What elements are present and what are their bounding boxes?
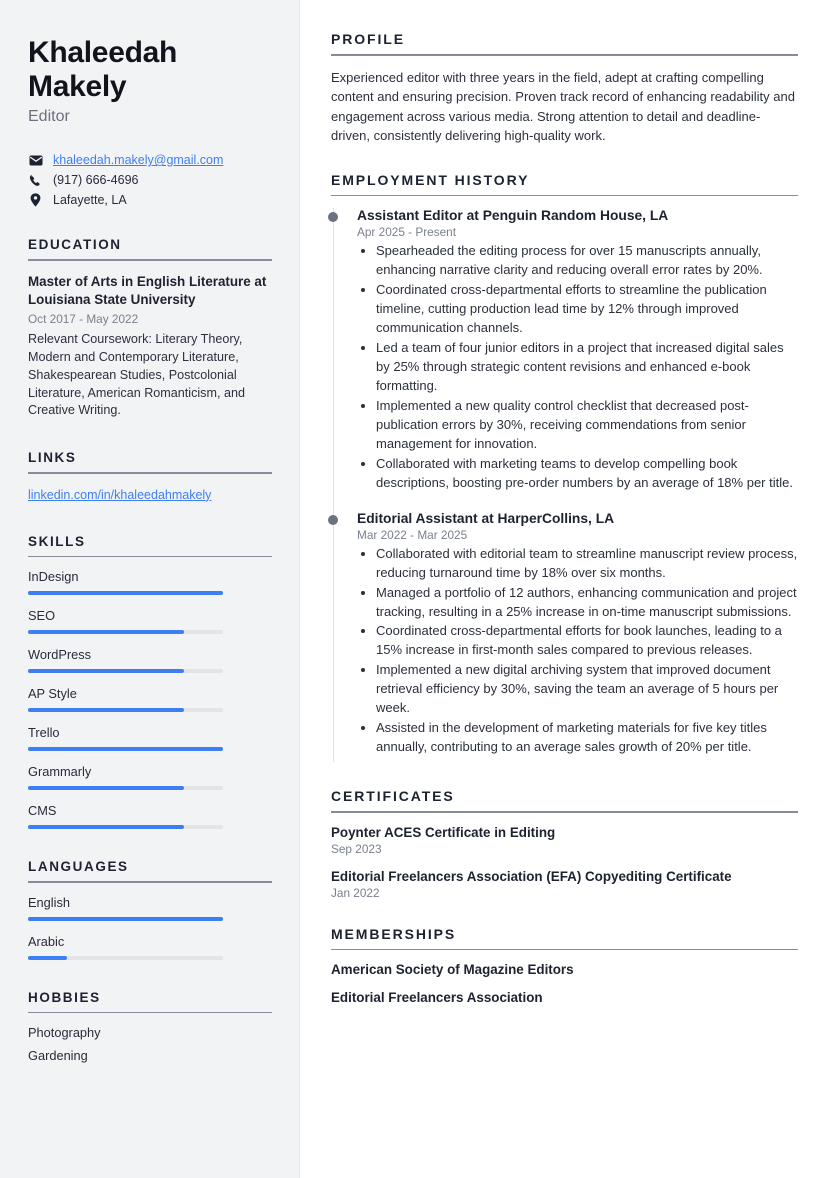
language-meter-fill <box>28 917 223 921</box>
skill-meter-fill <box>28 747 223 751</box>
certificate-title: Editorial Freelancers Association (EFA) Copyediting Certificate <box>331 868 732 884</box>
hobbies-rule <box>28 1012 272 1014</box>
skill-row <box>28 686 272 712</box>
candidate-name: Khaleedah Makely <box>28 36 178 103</box>
skill-meter-fill <box>28 669 184 673</box>
memberships-rule <box>331 949 798 951</box>
skill-meter-track <box>28 825 223 829</box>
certificates-list <box>331 825 798 900</box>
profile-rule <box>331 54 798 56</box>
employment-title: Assistant Editor at Penguin Random House, LA <box>357 208 669 223</box>
skill-row <box>28 764 272 790</box>
skill-meter-track <box>28 591 223 595</box>
skill-row <box>28 647 272 673</box>
certificates-section <box>331 788 798 900</box>
employment-bullet: • Assisted in the development of marketing materials for five key titles annually, contributing to an average sales growth of 20% per title. <box>376 719 798 757</box>
contact-phone-row <box>28 173 272 187</box>
employment-heading: EMPLOYMENT HISTORY <box>331 171 530 188</box>
employment-date: Mar 2022 - Mar 2025 <box>357 527 468 542</box>
education-date: Oct 2017 - May 2022 <box>28 311 139 326</box>
education-heading: EDUCATION <box>28 237 122 253</box>
membership-item: Editorial Freelancers Association <box>331 990 543 1006</box>
timeline-dot-icon <box>328 212 338 222</box>
employment-bullet-list <box>357 545 798 758</box>
employment-rule <box>331 195 798 197</box>
skills-section <box>28 534 272 830</box>
hobbies-section <box>28 990 272 1064</box>
membership-item: American Society of Magazine Editors <box>331 962 574 978</box>
memberships-list <box>331 962 798 1005</box>
profile-section <box>331 31 798 146</box>
skill-label: WordPress <box>28 647 92 663</box>
contact-location-row <box>28 193 272 207</box>
skill-label: AP Style <box>28 686 77 702</box>
skill-label: Trello <box>28 725 60 741</box>
languages-list <box>28 895 272 960</box>
skill-meter-track <box>28 747 223 751</box>
memberships-section <box>331 926 798 1006</box>
certificate-date: Sep 2023 <box>331 841 382 856</box>
language-meter-track <box>28 956 223 960</box>
employment-bullet: • Implemented a new digital archiving system that improved document retrieval efficiency by 30%, saving the team an average of 5 hours per week. <box>376 661 798 718</box>
hobbies-heading: HOBBIES <box>28 989 101 1005</box>
skill-row <box>28 803 272 829</box>
language-label: English <box>28 894 70 910</box>
contact-phone-text: (917) 666-4696 <box>53 173 139 188</box>
skill-meter-track <box>28 630 223 634</box>
employment-section <box>331 172 798 763</box>
hobbies-list <box>28 1025 272 1063</box>
certificate-item <box>331 825 798 856</box>
main-column <box>300 0 833 1178</box>
employment-date: Apr 2025 - Present <box>357 225 457 239</box>
skill-meter-track <box>28 786 223 790</box>
skill-label: Grammarly <box>28 764 92 780</box>
certificate-title: Poynter ACES Certificate in Editing <box>331 824 556 840</box>
timeline-dot-icon <box>328 515 338 525</box>
links-heading: LINKS <box>28 450 77 466</box>
employment-timeline <box>333 208 798 762</box>
certificate-item <box>331 869 798 900</box>
language-row <box>28 895 272 921</box>
employment-entry <box>357 208 798 498</box>
contact-block <box>28 153 272 207</box>
languages-heading: LANGUAGES <box>28 859 129 875</box>
profile-heading: PROFILE <box>331 31 405 47</box>
employment-bullet: • Managed a portfolio of 12 authors, enhancing communication and project tracking, resulting in a 25% increase in on-time manuscript submissions. <box>376 584 798 622</box>
envelope-icon <box>28 155 43 166</box>
education-section <box>28 237 272 420</box>
language-label: Arabic <box>28 933 65 949</box>
employment-entry <box>357 511 798 763</box>
skill-meter-track <box>28 708 223 712</box>
skill-meter-fill <box>28 708 184 712</box>
hobby-item: Photography <box>28 1025 101 1041</box>
language-row <box>28 934 272 960</box>
skill-label: SEO <box>28 608 56 624</box>
employment-bullet: • Implemented a new quality control checklist that decreased post-publication errors by 30%, receiving commendations from senior management for innovation. <box>376 397 798 454</box>
language-meter-track <box>28 917 223 921</box>
links-section <box>28 450 272 504</box>
skill-row <box>28 608 272 634</box>
skill-row <box>28 569 272 595</box>
skill-meter-fill <box>28 630 184 634</box>
certificates-heading: CERTIFICATES <box>331 788 455 805</box>
education-degree: Master of Arts in English Literature at Louisiana State University <box>28 273 267 307</box>
candidate-job-title: Editor <box>28 108 70 126</box>
contact-email-link[interactable]: khaleedah.makely@gmail.com <box>53 153 224 168</box>
hobby-item: Gardening <box>28 1048 88 1064</box>
skill-row <box>28 725 272 751</box>
skill-meter-fill <box>28 786 184 790</box>
skill-label: InDesign <box>28 569 79 585</box>
employment-bullet: • Coordinated cross-departmental efforts to streamline the publication timeline, cutting production lead time by 12% through improved communication channels. <box>376 281 798 338</box>
skills-list <box>28 569 272 829</box>
employment-bullet: • Coordinated cross-departmental efforts for book launches, leading to a 15% increase in first-month sales compared to previous releases. <box>376 622 798 660</box>
skills-rule <box>28 556 272 558</box>
link-linkedin[interactable]: linkedin.com/in/khaleedahmakely <box>28 487 212 502</box>
employment-bullet-list <box>357 242 798 493</box>
phone-icon <box>28 174 43 187</box>
employment-bullet: • Led a team of four junior editors in a project that increased digital sales by 25% through strategic content revisions and enhanced e-book formatting. <box>376 339 798 396</box>
map-pin-icon <box>28 193 43 207</box>
languages-rule <box>28 881 272 883</box>
contact-location-text: Lafayette, LA <box>53 193 127 208</box>
employment-title: Editorial Assistant at HarperCollins, LA <box>357 510 615 526</box>
education-description: Relevant Coursework: Literary Theory, Modern and Contemporary Literature, Shakespearean Studies, Postcolonial Literature, American Romanticism, and Creative Writing. <box>28 331 245 418</box>
skills-heading: SKILLS <box>28 533 86 549</box>
skill-label: CMS <box>28 803 57 819</box>
certificates-rule <box>331 811 798 813</box>
education-rule <box>28 259 272 261</box>
certificate-date: Jan 2022 <box>331 885 380 900</box>
links-rule <box>28 472 272 474</box>
language-meter-fill <box>28 956 67 960</box>
education-item <box>28 273 272 421</box>
skill-meter-fill <box>28 825 184 829</box>
profile-text: Experienced editor with three years in the field, adept at crafting compelling content and ensuring precision. Proven track record of enhancing readability and engagement across various media. Strong attention to detail and deadline-driven, consistently delivering high-quality work. <box>331 69 795 143</box>
contact-email-row[interactable] <box>28 153 272 167</box>
skill-meter-fill <box>28 591 223 595</box>
sidebar <box>0 0 300 1178</box>
languages-section <box>28 859 272 960</box>
skill-meter-track <box>28 669 223 673</box>
employment-bullet: • Spearheaded the editing process for over 15 manuscripts annually, enhancing narrative clarity and reducing overall error rates by 20%. <box>376 242 798 280</box>
memberships-heading: MEMBERSHIPS <box>331 925 457 942</box>
employment-bullet: • Collaborated with marketing teams to develop compelling book descriptions, boosting pre-order numbers by an average of 18% per title. <box>376 455 798 493</box>
employment-bullet: • Collaborated with editorial team to streamline manuscript review process, reducing turnaround time by 18% over six months. <box>376 545 798 583</box>
